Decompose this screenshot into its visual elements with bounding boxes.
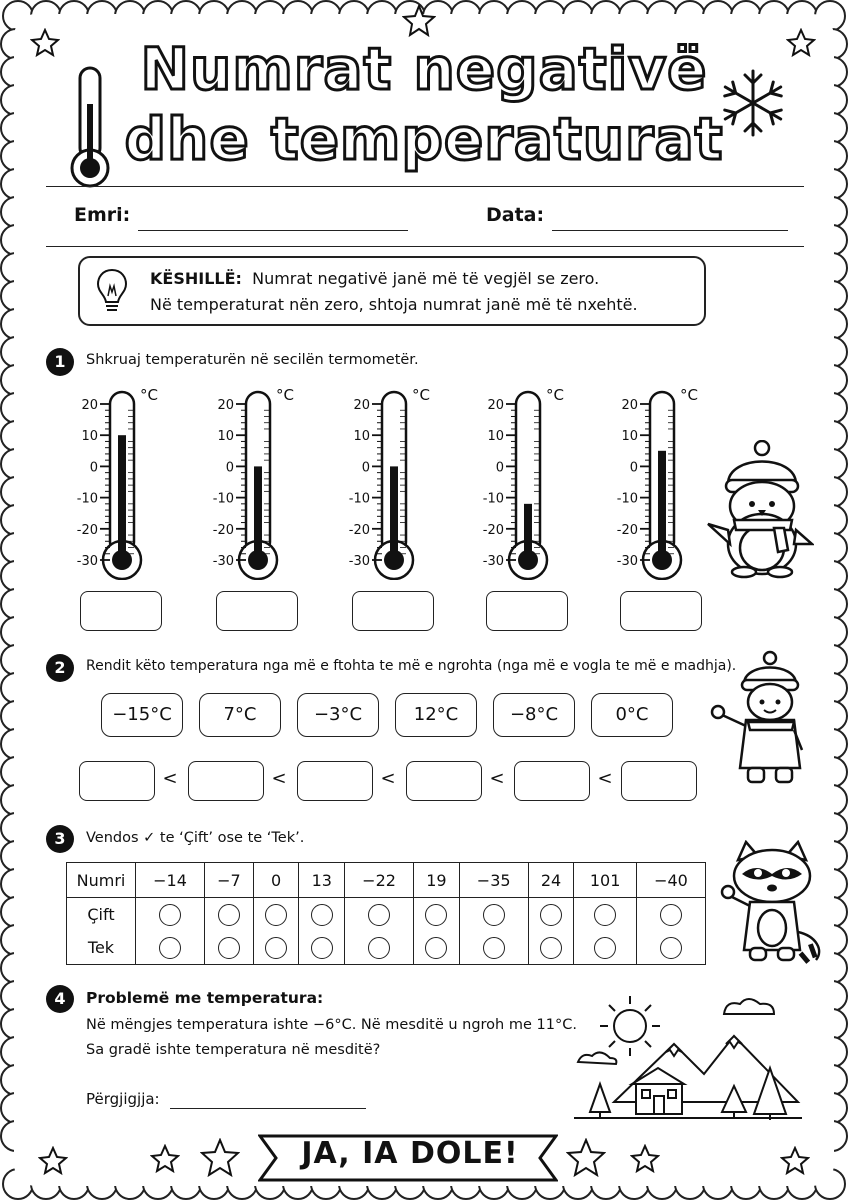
star-icon bbox=[780, 1146, 810, 1176]
answer-field[interactable] bbox=[170, 1108, 366, 1109]
tip-label: KËSHILLË: bbox=[150, 269, 242, 288]
even-bubble[interactable] bbox=[540, 904, 562, 926]
number-cell: −40 bbox=[636, 863, 705, 898]
number-cell: 13 bbox=[299, 863, 345, 898]
even-bubble[interactable] bbox=[265, 904, 287, 926]
table-header-label: Numri bbox=[67, 863, 136, 898]
star-icon bbox=[200, 1138, 240, 1178]
unit-label: °C bbox=[412, 386, 430, 404]
unit-label: °C bbox=[546, 386, 564, 404]
thermometer bbox=[70, 380, 200, 580]
star-icon bbox=[402, 4, 436, 38]
unit-label: °C bbox=[276, 386, 294, 404]
scale-label: -10 bbox=[616, 491, 638, 507]
scale-label: -30 bbox=[212, 554, 234, 569]
page-title-line-2: dhe temperaturat bbox=[124, 105, 724, 173]
temperature-card[interactable]: −15°C bbox=[101, 693, 183, 737]
odd-bubble[interactable] bbox=[368, 937, 390, 959]
thermometer-answer-box[interactable] bbox=[486, 591, 568, 631]
scale-label: 20 bbox=[353, 398, 370, 413]
scale-label: -10 bbox=[482, 491, 504, 507]
date-label: Data: bbox=[486, 204, 545, 226]
scale-label: 20 bbox=[81, 398, 98, 413]
star-icon bbox=[630, 1144, 660, 1174]
temperature-card[interactable]: 12°C bbox=[395, 693, 477, 737]
scale-label: 0 bbox=[629, 460, 638, 476]
question-number-2: 2 bbox=[46, 654, 74, 682]
star-icon bbox=[38, 1146, 68, 1176]
thermometer-answer-box[interactable] bbox=[352, 591, 434, 631]
banner-text: JA, IA DOLE! bbox=[301, 1136, 519, 1171]
odd-bubble[interactable] bbox=[483, 937, 505, 959]
row-label-odd: Tek bbox=[87, 938, 115, 957]
scale-label: -20 bbox=[482, 522, 504, 538]
thermometer bbox=[476, 380, 606, 580]
thermometer-answer-box[interactable] bbox=[620, 591, 702, 631]
scale-label: 0 bbox=[225, 460, 234, 476]
order-answer-box[interactable] bbox=[188, 761, 264, 801]
order-answer-box[interactable] bbox=[406, 761, 482, 801]
question-1-text: Shkruaj temperaturën në secilën termometër. bbox=[86, 352, 419, 368]
odd-bubble[interactable] bbox=[660, 937, 682, 959]
less-than-sign: < bbox=[271, 768, 287, 789]
answer-label: Përgjigjja: bbox=[86, 1090, 160, 1108]
tip-box bbox=[78, 256, 706, 326]
scale-label: -20 bbox=[212, 522, 234, 538]
divider bbox=[46, 246, 804, 247]
odd-bubble[interactable] bbox=[594, 937, 616, 959]
even-bubble[interactable] bbox=[660, 904, 682, 926]
scale-label: 10 bbox=[81, 429, 98, 445]
scale-label: 10 bbox=[217, 429, 234, 445]
number-cell: 0 bbox=[253, 863, 299, 898]
scale-label: 20 bbox=[621, 398, 638, 413]
order-answer-box[interactable] bbox=[297, 761, 373, 801]
scale-label: -30 bbox=[616, 554, 638, 569]
odd-bubble[interactable] bbox=[159, 937, 181, 959]
raccoon-illustration bbox=[716, 840, 826, 970]
even-bubble[interactable] bbox=[368, 904, 390, 926]
thermometer-answer-box[interactable] bbox=[216, 591, 298, 631]
order-answer-box[interactable] bbox=[79, 761, 155, 801]
number-cell: 19 bbox=[414, 863, 460, 898]
thermometer bbox=[342, 380, 472, 580]
thermometer-fill bbox=[658, 451, 666, 560]
number-cell: −7 bbox=[204, 863, 253, 898]
tip-text-line-2: Në temperaturat nën zero, shtoja numrat janë më të nxehtë. bbox=[150, 295, 638, 314]
winter-scene-illustration bbox=[574, 992, 804, 1122]
scale-label: 0 bbox=[89, 460, 98, 476]
number-cell: 24 bbox=[528, 863, 574, 898]
scale-label: 10 bbox=[621, 429, 638, 445]
even-bubble[interactable] bbox=[594, 904, 616, 926]
thermometer-fill bbox=[118, 435, 126, 560]
number-cell: −14 bbox=[136, 863, 205, 898]
less-than-sign: < bbox=[489, 768, 505, 789]
temperature-card[interactable]: 0°C bbox=[591, 693, 673, 737]
kid-illustration bbox=[704, 650, 814, 790]
question-number-3: 3 bbox=[46, 825, 74, 853]
scale-label: -20 bbox=[76, 522, 98, 538]
thermometer bbox=[206, 380, 336, 580]
even-bubble[interactable] bbox=[425, 904, 447, 926]
star-icon bbox=[566, 1138, 606, 1178]
odd-bubble[interactable] bbox=[425, 937, 447, 959]
temperature-card[interactable]: 7°C bbox=[199, 693, 281, 737]
scale-label: -10 bbox=[212, 491, 234, 507]
question-number-1: 1 bbox=[46, 348, 74, 376]
scale-label: -20 bbox=[616, 522, 638, 538]
question-number-4: 4 bbox=[46, 985, 74, 1013]
even-bubble[interactable] bbox=[483, 904, 505, 926]
question-3-text: Vendos ✓ te ‘Çift’ ose te ‘Tek’. bbox=[86, 830, 305, 846]
page-title-line-1: Numrat negativë bbox=[140, 35, 708, 103]
question-4-line-1: Në mëngjes temperatura ishte −6°C. Në mesditë u ngroh me 11°C. bbox=[86, 1017, 577, 1033]
number-cell: −35 bbox=[459, 863, 528, 898]
scale-label: -30 bbox=[76, 554, 98, 569]
number-cell: 101 bbox=[574, 863, 637, 898]
scale-label: -10 bbox=[76, 491, 98, 507]
unit-label: °C bbox=[680, 386, 698, 404]
name-field[interactable] bbox=[138, 230, 408, 231]
even-bubble[interactable] bbox=[159, 904, 181, 926]
scale-label: -20 bbox=[348, 522, 370, 538]
scale-label: -30 bbox=[348, 554, 370, 569]
even-bubble[interactable] bbox=[311, 904, 333, 926]
temperature-card[interactable]: −8°C bbox=[493, 693, 575, 737]
lightbulb-icon bbox=[94, 266, 130, 316]
scale-label: -30 bbox=[482, 554, 504, 569]
number-cell: −22 bbox=[345, 863, 414, 898]
scale-label: 10 bbox=[353, 429, 370, 445]
temperature-card[interactable]: −3°C bbox=[297, 693, 379, 737]
tip-text-line-1: Numrat negativë janë më të vegjël se zero. bbox=[252, 269, 600, 288]
parity-table bbox=[66, 862, 706, 965]
odd-bubble[interactable] bbox=[265, 937, 287, 959]
scale-label: 10 bbox=[487, 429, 504, 445]
thermometer-fill bbox=[390, 466, 398, 560]
scale-label: 0 bbox=[495, 460, 504, 476]
scale-label: 20 bbox=[487, 398, 504, 413]
date-field[interactable] bbox=[552, 230, 788, 231]
scale-label: 20 bbox=[217, 398, 234, 413]
question-4-title: Problemë me temperatura: bbox=[86, 989, 324, 1007]
question-2-text: Rendit këto temperatura nga më e ftohta te më e ngrohta (nga më e vogla te më e madhja). bbox=[86, 658, 737, 674]
odd-bubble[interactable] bbox=[311, 937, 333, 959]
star-icon bbox=[150, 1144, 180, 1174]
scale-label: 0 bbox=[361, 460, 370, 476]
penguin-illustration bbox=[704, 440, 814, 580]
thermometer-fill bbox=[254, 466, 262, 560]
name-label: Emri: bbox=[74, 204, 131, 226]
less-than-sign: < bbox=[162, 768, 178, 789]
less-than-sign: < bbox=[380, 768, 396, 789]
odd-bubble[interactable] bbox=[218, 937, 240, 959]
row-label-even: Çift bbox=[87, 905, 115, 924]
odd-bubble[interactable] bbox=[540, 937, 562, 959]
question-4-line-2: Sa gradë ishte temperatura në mesditë? bbox=[86, 1042, 381, 1058]
scale-label: -10 bbox=[348, 491, 370, 507]
order-answer-box[interactable] bbox=[621, 761, 697, 801]
order-answer-box[interactable] bbox=[514, 761, 590, 801]
thermometer-fill bbox=[524, 504, 532, 560]
even-bubble[interactable] bbox=[218, 904, 240, 926]
divider bbox=[46, 186, 804, 187]
unit-label: °C bbox=[140, 386, 158, 404]
thermometer-answer-box[interactable] bbox=[80, 591, 162, 631]
less-than-sign: < bbox=[597, 768, 613, 789]
